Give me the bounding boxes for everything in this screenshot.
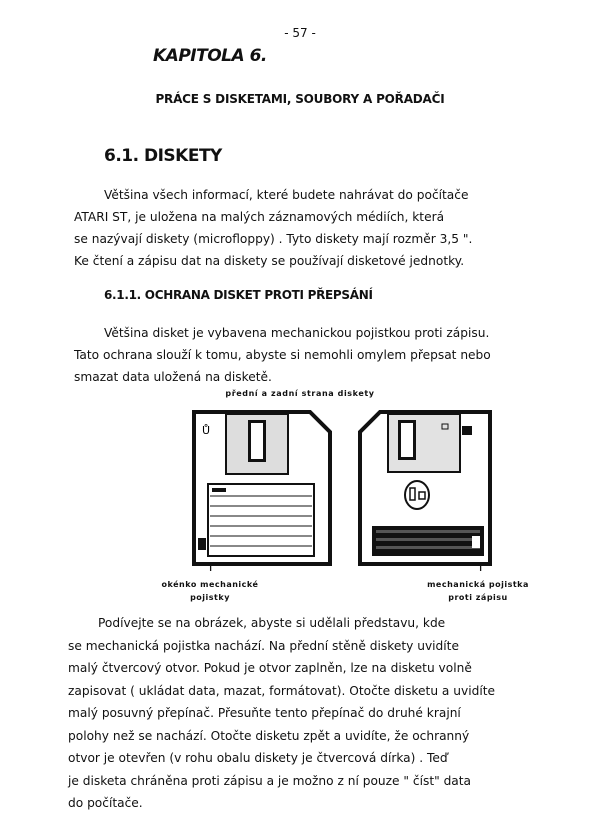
paragraph-line: malý čtvercový otvor. Pokud je otvor zaplněn, lze na disketu volně (68, 661, 472, 675)
svg-text:Ů: Ů (202, 424, 211, 437)
paragraph-3 (68, 612, 530, 815)
paragraph-line: se mechanická pojistka nachází. Na přední stěně diskety uvidíte (68, 638, 459, 653)
chapter-title: PRÁCE S DISKETAMI, SOUBORY A POŘADAČI (155, 92, 445, 106)
paragraph-line: smazat data uložená na disketě. (74, 370, 272, 384)
diskette-back-illustration (358, 410, 492, 566)
diskette-front-illustration (192, 410, 332, 566)
paragraph-line: je disketa chráněna proti zápisu a je možno z ní pouze " číst" data (68, 773, 472, 788)
label-line: mechanická pojistka (427, 580, 529, 589)
paragraph-1 (74, 184, 530, 272)
figure-caption: přední a zadní strana diskety (225, 389, 375, 398)
paragraph-line: do počítače. (68, 796, 143, 810)
paragraph-line: otvor je otevřen (v rohu obalu diskety je čtvercová dírka) . Teď (68, 751, 448, 765)
paragraph-line: se nazývají diskety (microfloppy) . Tyto diskety mají rozměr 3,5 ". (74, 232, 473, 246)
subsection-heading: 6.1.1. OCHRANA DISKET PROTI PŘEPSÁNÍ (104, 288, 373, 302)
label-line: proti zápisu (448, 593, 508, 602)
arrow-up-icon: ↑ (206, 561, 216, 574)
arrow-up-icon: ↑ (476, 561, 486, 574)
page-number: - 57 - (284, 26, 316, 40)
figure-label-left (140, 578, 280, 604)
paragraph-line: zapisovat ( ukládat data, mazat, formátovat). Otočte disketu a uvidíte (68, 683, 495, 698)
label-line: okénko mechanické (161, 580, 259, 589)
paragraph-line: Tato ochrana slouží k tomu, abyste si nemohli omylem přepsat nebo (74, 348, 491, 362)
paragraph-line: Většina disket je vybavena mechanickou pojistkou proti zápisu. (104, 326, 490, 340)
paragraph-2 (74, 322, 534, 388)
paragraph-line: Ke čtení a zápisu dat na diskety se používají disketové jednotky. (74, 254, 465, 268)
chapter-heading: KAPITOLA 6. (153, 46, 267, 66)
paragraph-line: malý posuvný přepínač. Přesuňte tento přepínač do druhé krajní (68, 706, 461, 720)
label-line: pojistky (190, 593, 230, 602)
paragraph-line: Podívejte se na obrázek, abyste si udělali představu, kde (98, 616, 446, 630)
paragraph-line: ATARI ST, je uložena na malých záznamových médiích, která (74, 210, 445, 224)
paragraph-line: Většina všech informací, které budete nahrávat do počítače (104, 188, 469, 202)
paragraph-line: polohy než se nachází. Otočte disketu zpět a uvidíte, že ochranný (68, 728, 470, 743)
figure-label-right (408, 578, 548, 604)
section-heading: 6.1. DISKETY (104, 146, 222, 166)
